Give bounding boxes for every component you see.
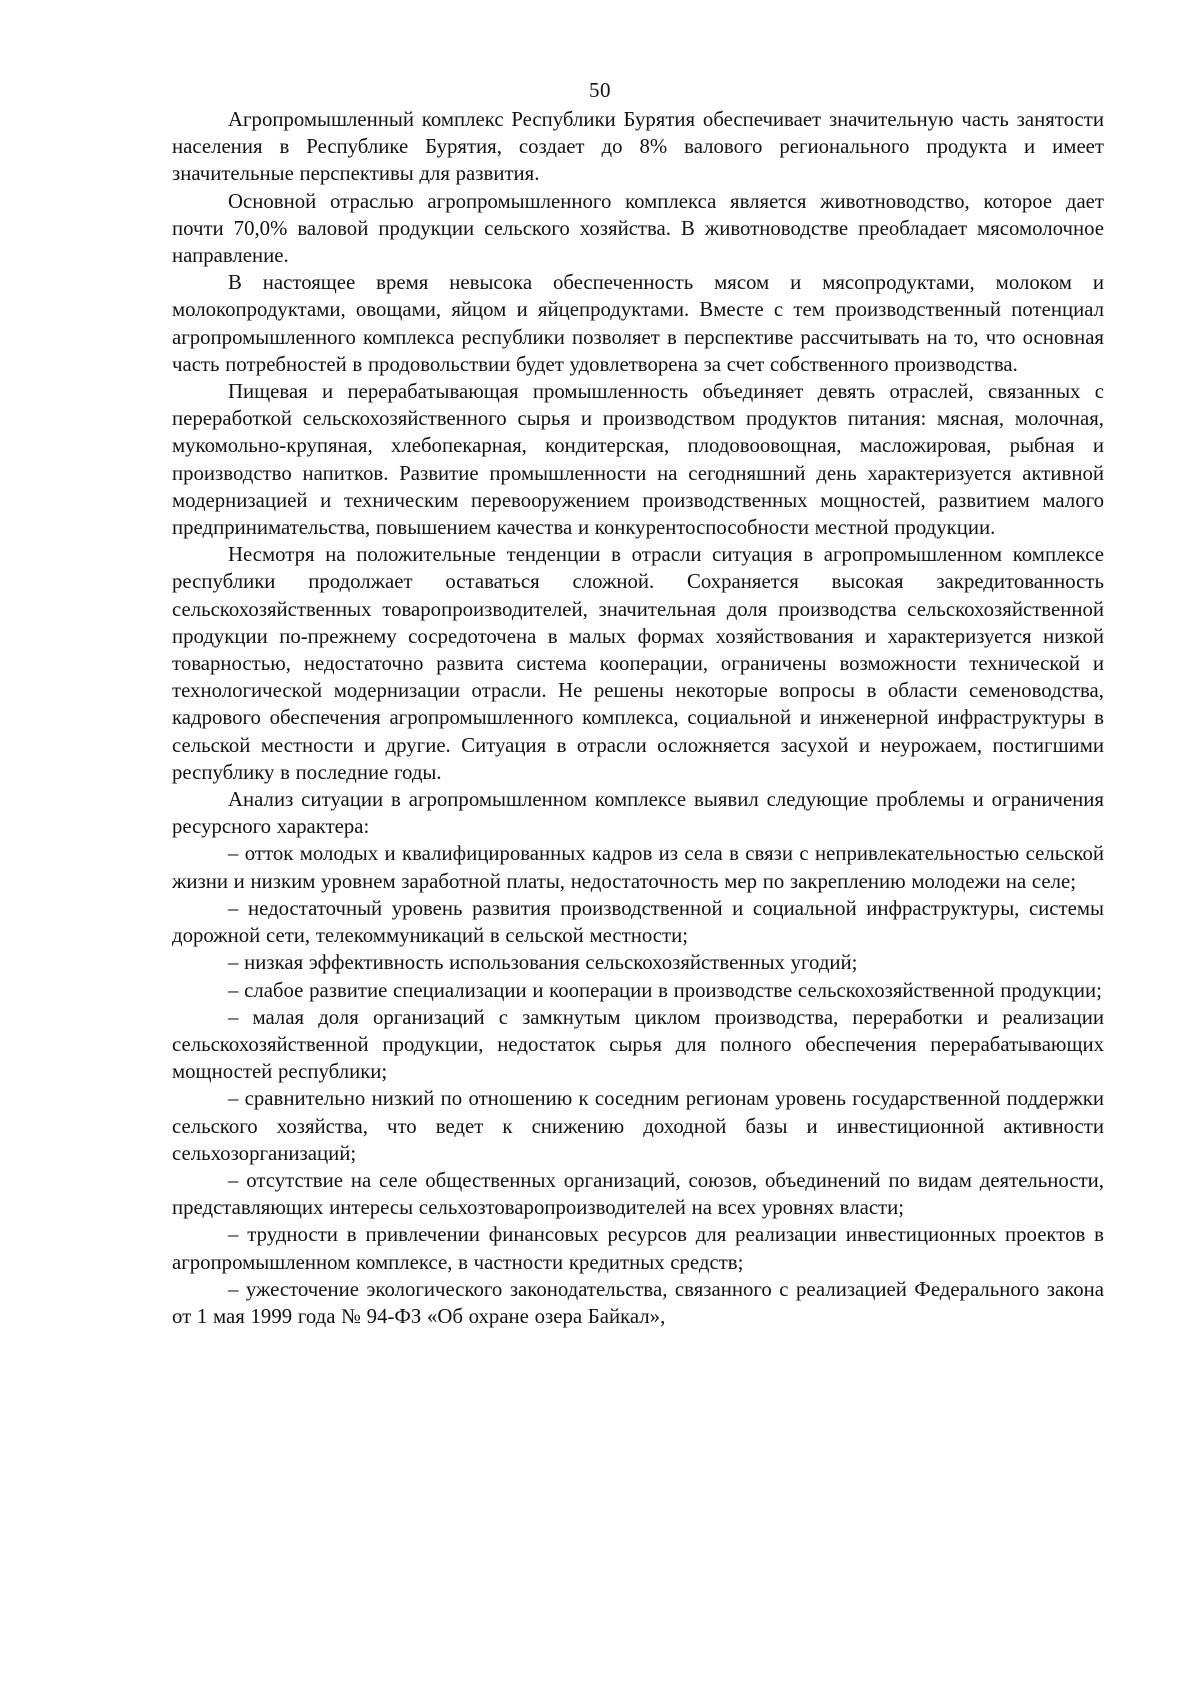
- page-number: 50: [589, 78, 611, 102]
- paragraph: Несмотря на положительные тенденции в отрасли ситуация в агропромышленном комплексе республики продолжает оставаться сложной. Сохраняется высокая закредитованность сельскохозяйственных товаропроизводителей, значительная доля производства сельскохозяйственной продукции по-прежнему сосредоточена в малых формах хозяйствования и характеризуется низкой товарностью, недостаточно развита система кооперации, ограничены возможности технической и технологической модернизации отрасли. Не решены некоторые вопросы в области семеноводства, кадрового обеспечения агропромышленного комплекса, социальной и инженерной инфраструктуры в сельской местности и другие. Ситуация в отрасли осложняется засухой и неурожаем, постигшими республику в последние годы.: [172, 543, 1104, 784]
- paragraph: Основной отраслью агропромышленного комплекса является животноводство, которое дает почти 70,0% валовой продукции сельского хозяйства. В животноводстве преобладает мясомолочное направление.: [172, 189, 1104, 268]
- list-item: – недостаточный уровень развития производственной и социальной инфраструктуры, системы дорожной сети, телекоммуникаций в сельской местности;: [172, 896, 1104, 948]
- paragraph: В настоящее время невысока обеспеченность мясом и мясопродуктами, молоком и молокопродуктами, овощами, яйцом и яйцепродуктами. Вместе с тем производственный потенциал агропромышленного комплекса республики позволяет в перспективе рассчитывать на то, что основная часть потребностей в продовольствии будет удовлетворена за счет собственного производства.: [172, 271, 1104, 376]
- paragraph: Агропромышленный комплекс Республики Бурятия обеспечивает значительную часть занятости населения в Республике Бурятия, создает до 8% валового регионального продукта и имеет значительные перспективы для развития.: [172, 108, 1104, 186]
- paragraph: Пищевая и перерабатывающая промышленность объединяет девять отраслей, связанных с переработкой сельскохозяйственного сырья и производством продуктов питания: мясная, молочная, мукомольно-крупяная, хлебопекарная, кондитерская, плодовоовощная, масложировая, рыбная и производство напитков. Развитие промышленности на сегодняшний день характеризуется активной модернизацией и техническим перевооружением производственных мощностей, развитием малого предпринимательства, повышением качества и конкурентоспособности местной продукции.: [172, 380, 1104, 540]
- list-item: – сравнительно низкий по отношению к соседним регионам уровень государственной поддержки сельского хозяйства, что ведет к снижению доходной базы и инвестиционной активности сельхозорганизаций;: [172, 1087, 1104, 1165]
- list-item: – отсутствие на селе общественных организаций, союзов, объединений по видам деятельности, представляющих интересы сельхозтоваропроизводителей на всех уровнях власти;: [172, 1168, 1104, 1220]
- list-item: – отток молодых и квалифицированных кадров из села в связи с непривлекательностью сельской жизни и низким уровнем заработной платы, недостаточность мер по закреплению молодежи на селе;: [172, 842, 1104, 893]
- list-item: – слабое развитие специализации и кооперации в производстве сельскохозяйственной продукции;: [228, 978, 1102, 1002]
- paragraph: Анализ ситуации в агропромышленном комплексе выявил следующие проблемы и ограничения ресурсного характера:: [172, 788, 1104, 839]
- list-item: – низкая эффективность использования сельскохозяйственных угодий;: [228, 951, 858, 975]
- list-item: – малая доля организаций с замкнутым циклом производства, переработки и реализации сельскохозяйственной продукции, недостаток сырья для полного обеспечения перерабатывающих мощностей республики;: [172, 1005, 1104, 1084]
- document-body: [172, 106, 1104, 1330]
- list-item: – ужесточение экологического законодательства, связанного с реализацией Федерального закона от 1 мая 1999 года № 94-ФЗ «Об охране озера Байкал»,: [172, 1277, 1104, 1328]
- list-item: – трудности в привлечении финансовых ресурсов для реализации инвестиционных проектов в агропромышленном комплексе, в частности кредитных средств;: [172, 1223, 1104, 1274]
